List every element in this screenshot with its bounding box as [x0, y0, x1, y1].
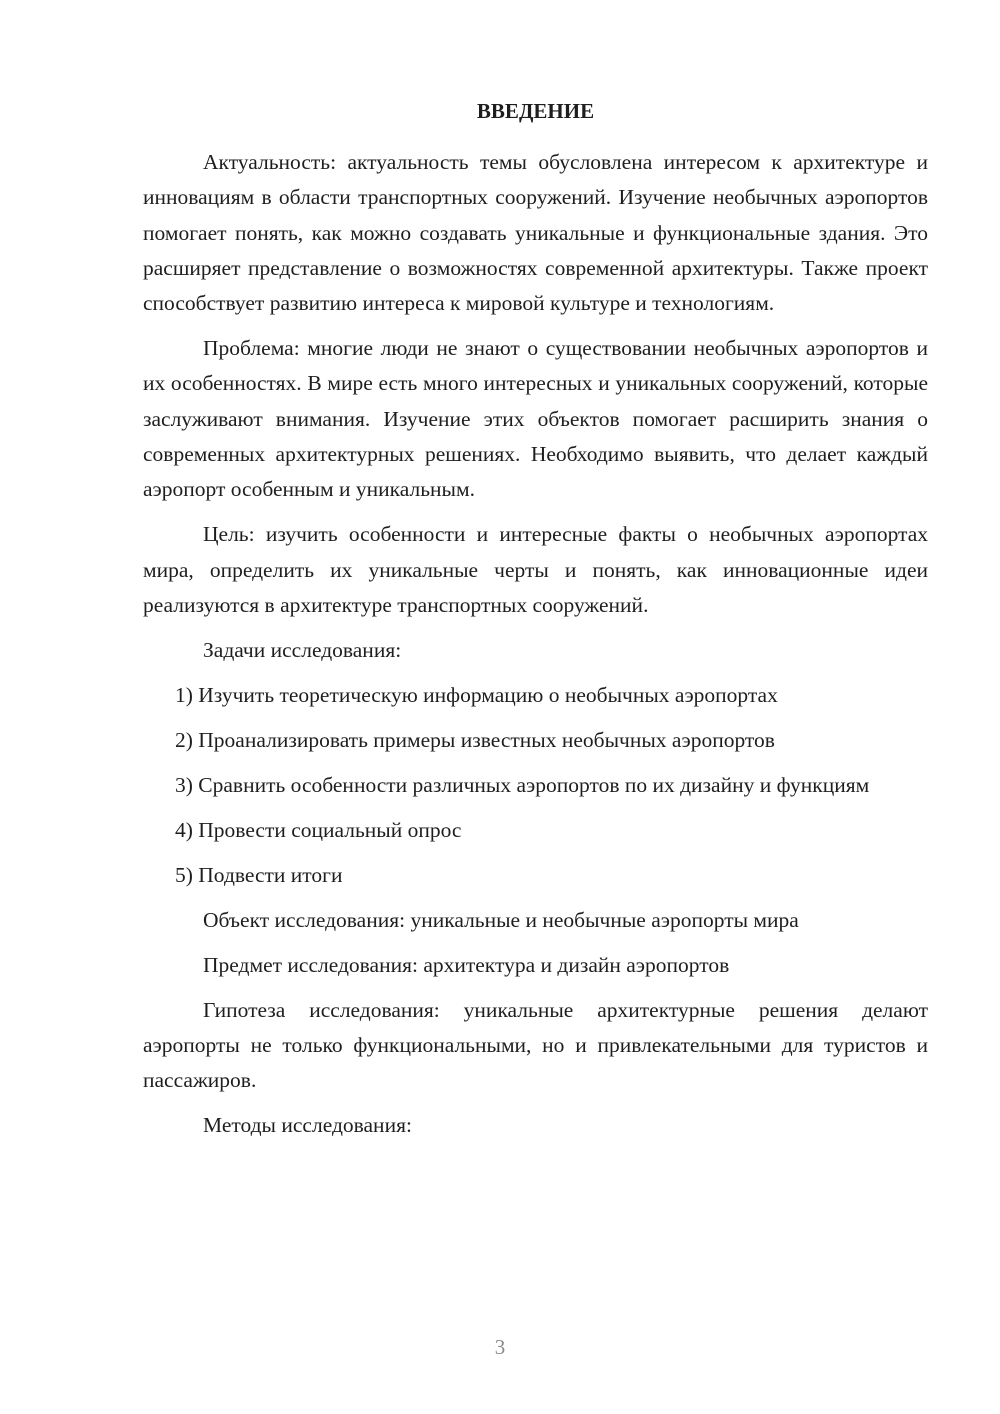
- problem-paragraph: Проблема: многие люди не знают о существовании необычных аэропортов и их особенностях. В мире есть много интересных и уникальных сооружений, которые заслуживают внимания. Изучение этих объектов помогает расширить знания о современных архитектурных решениях. Необходимо выявить, что делает каждый аэропорт особенным и уникальным.: [143, 336, 928, 502]
- subject-paragraph: Предмет исследования: архитектура и дизайн аэропортов: [203, 952, 730, 977]
- hypothesis-paragraph: Гипотеза исследования: уникальные архитектурные решения делают аэропорты не только функциональными, но и привлекательными для туристов и пассажиров.: [143, 997, 928, 1093]
- task-item: 5) Подвести итоги: [175, 862, 343, 887]
- page-number: 3: [494, 1335, 506, 1359]
- page-title: ВВЕДЕНИЕ: [476, 99, 595, 123]
- task-item: 2) Проанализировать примеры известных необычных аэропортов: [175, 727, 775, 752]
- methods-title: Методы исследования:: [203, 1113, 412, 1138]
- relevance-paragraph: Актуальность: актуальность темы обусловлена интересом к архитектуре и инновациям в области транспортных сооружений. Изучение необычных аэропортов помогает понять, как можно создавать уникальные и функциональные здания. Это расширяет представление о возможностях современной архитектуры. Также проект способствует развитию интереса к мировой культуре и технологиям.: [143, 150, 928, 316]
- task-item: 1) Изучить теоретическую информацию о необычных аэропортах: [175, 682, 778, 707]
- tasks-list: [143, 678, 928, 893]
- task-item: 3) Сравнить особенности различных аэропортов по их дизайну и функциям: [175, 772, 870, 797]
- tasks-title: Задачи исследования:: [203, 637, 402, 662]
- goal-paragraph: Цель: изучить особенности и интересные факты о необычных аэропортах мира, определить их уникальные черты и понять, как инновационные идеи реализуются в архитектуре транспортных сооружений.: [143, 522, 928, 617]
- task-item: 4) Провести социальный опрос: [175, 817, 462, 842]
- document-body: [143, 145, 928, 1153]
- object-paragraph: Объект исследования: уникальные и необычные аэропорты мира: [203, 907, 799, 932]
